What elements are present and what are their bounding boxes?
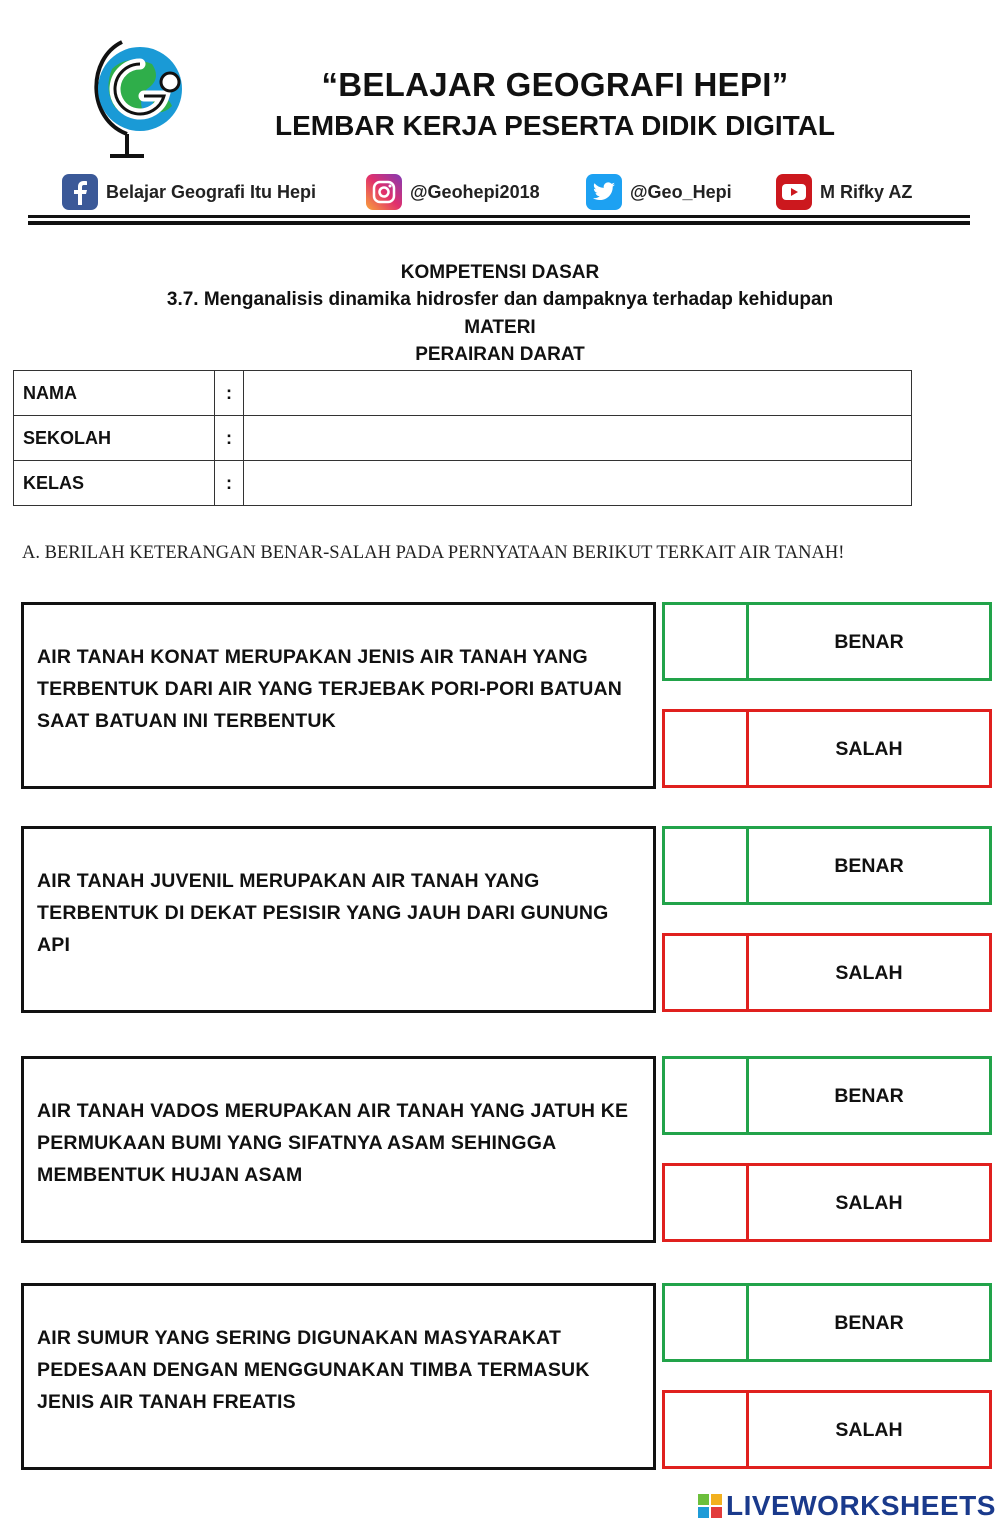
benar-label: BENAR xyxy=(834,1085,904,1107)
answer-checkbox[interactable] xyxy=(665,1393,746,1466)
youtube-label: M Rifky AZ xyxy=(820,181,913,202)
facebook-label: Belajar Geografi Itu Hepi xyxy=(106,181,317,202)
benar-label: BENAR xyxy=(834,631,904,653)
page-title: “BELAJAR GEOGRAFI HEPI” xyxy=(321,66,789,103)
social-instagram[interactable] xyxy=(366,172,540,212)
header-divider-thick xyxy=(28,221,970,225)
salah-label: SALAH xyxy=(835,738,903,760)
liveworksheets-logo-icon xyxy=(697,1493,723,1519)
salah-label: SALAH xyxy=(835,1192,903,1214)
social-facebook[interactable] xyxy=(62,172,316,212)
option-benar-1[interactable] xyxy=(662,602,992,681)
page-subtitle: LEMBAR KERJA PESERTA DIDIK DIGITAL xyxy=(274,110,835,141)
identity-row-nama xyxy=(14,371,912,416)
question-text: AIR TANAH JUVENIL MERUPAKAN AIR TANAH YANG TERBENTUK DI DEKAT PESISIR YANG JAUH DARI GUNUNG API xyxy=(37,870,609,956)
instagram-icon xyxy=(366,174,402,210)
question-text: AIR SUMUR YANG SERING DIGUNAKAN MASYARAKAT PEDESAAN DENGAN MENGGUNAKAN TIMBA TERMASUK JENIS AIR TANAH FREATIS xyxy=(37,1327,590,1413)
answer-checkbox[interactable] xyxy=(665,605,746,678)
globe-logo xyxy=(82,34,192,164)
identity-row-kelas xyxy=(14,461,912,506)
answer-checkbox[interactable] xyxy=(665,1166,746,1239)
kelas-label: KELAS xyxy=(14,461,215,506)
option-benar-2[interactable] xyxy=(662,826,992,905)
sekolah-field[interactable] xyxy=(244,416,912,461)
answer-checkbox[interactable] xyxy=(665,1059,746,1132)
materi-text: PERAIRAN DARAT xyxy=(415,344,585,365)
identity-row-sekolah xyxy=(14,416,912,461)
header-divider xyxy=(28,215,970,218)
question-text: AIR TANAH KONAT MERUPAKAN JENIS AIR TANAH YANG TERBENTUK DARI AIR YANG TERJEBAK PORI-PORI BATUAN SAAT BATUAN INI TERBENTUK xyxy=(37,646,623,732)
benar-label: BENAR xyxy=(834,855,904,877)
colon: : xyxy=(215,371,244,416)
facebook-icon xyxy=(62,174,98,210)
kelas-field[interactable] xyxy=(244,461,912,506)
youtube-icon xyxy=(776,174,812,210)
liveworksheets-wordmark: LIVEWORKSHEETS xyxy=(726,1490,996,1521)
option-salah-1[interactable] xyxy=(662,709,992,788)
salah-label: SALAH xyxy=(835,1419,903,1441)
sekolah-label: SEKOLAH xyxy=(14,416,215,461)
question-box-1 xyxy=(21,602,656,789)
option-benar-3[interactable] xyxy=(662,1056,992,1135)
materi-heading: MATERI xyxy=(464,317,536,338)
social-youtube[interactable] xyxy=(776,172,912,212)
option-benar-4[interactable] xyxy=(662,1283,992,1362)
benar-label: BENAR xyxy=(834,1312,904,1334)
question-box-4 xyxy=(21,1283,656,1470)
question-box-2 xyxy=(21,826,656,1013)
twitter-icon xyxy=(586,174,622,210)
instagram-label: @Geohepi2018 xyxy=(410,181,540,202)
question-box-3 xyxy=(21,1056,656,1243)
answer-checkbox[interactable] xyxy=(665,712,746,785)
competency-heading: KOMPETENSI DASAR xyxy=(400,262,600,283)
competency-text: 3.7. Menganalisis dinamika hidrosfer dan dampaknya terhadap kehidupan xyxy=(166,289,834,310)
identity-table xyxy=(13,370,912,506)
answer-checkbox[interactable] xyxy=(665,829,746,902)
option-salah-3[interactable] xyxy=(662,1163,992,1242)
colon: : xyxy=(215,461,244,506)
nama-field[interactable] xyxy=(244,371,912,416)
instruction-text: A. BERILAH KETERANGAN BENAR-SALAH PADA PERNYATAAN BERIKUT TERKAIT AIR TANAH! xyxy=(22,543,845,563)
social-twitter[interactable] xyxy=(586,172,732,212)
option-salah-4[interactable] xyxy=(662,1390,992,1469)
twitter-label: @Geo_Hepi xyxy=(630,181,732,202)
question-text: AIR TANAH VADOS MERUPAKAN AIR TANAH YANG JATUH KE PERMUKAAN BUMI YANG SIFATNYA ASAM SEHINGGA MEMBENTUK HUJAN ASAM xyxy=(37,1100,629,1186)
answer-checkbox[interactable] xyxy=(665,936,746,1009)
liveworksheets-brand xyxy=(697,1490,996,1522)
nama-label: NAMA xyxy=(14,371,215,416)
answer-checkbox[interactable] xyxy=(665,1286,746,1359)
colon: : xyxy=(215,416,244,461)
salah-label: SALAH xyxy=(835,962,903,984)
option-salah-2[interactable] xyxy=(662,933,992,1012)
